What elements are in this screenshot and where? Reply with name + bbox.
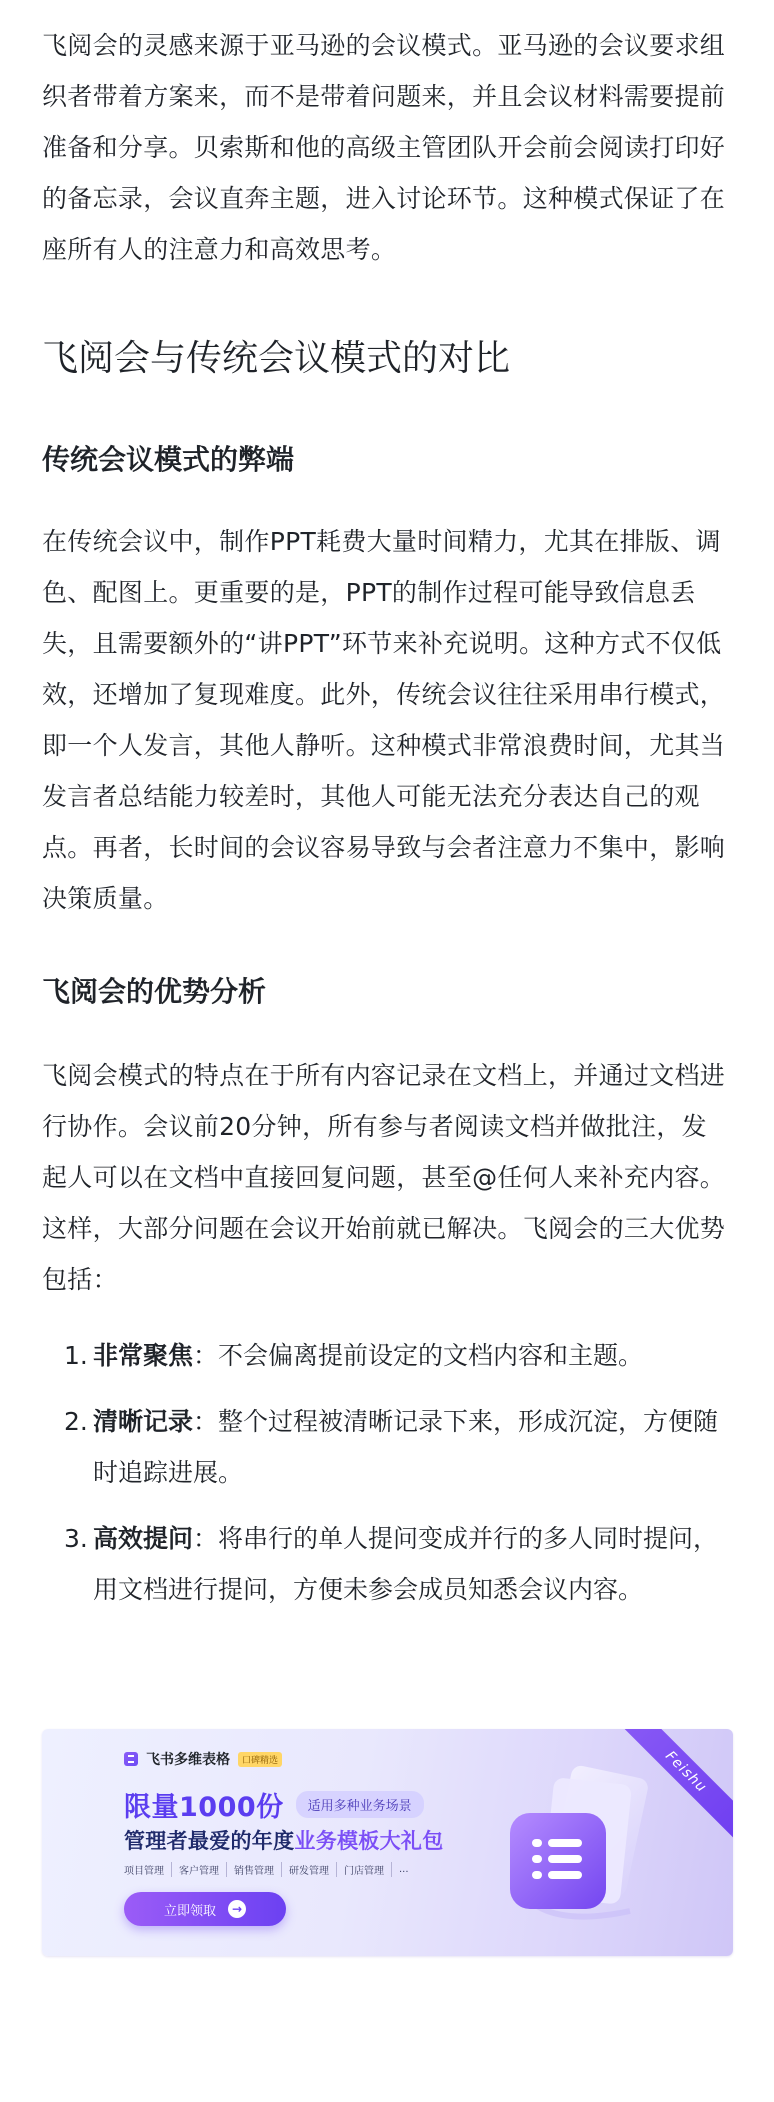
- promo-banner[interactable]: [42, 1729, 733, 1956]
- banner-headline-row: [124, 1785, 424, 1824]
- list-term: 高效提问: [93, 1524, 194, 1553]
- category-item: 门店管理: [337, 1862, 392, 1877]
- banner-brand-name: 飞书多维表格: [146, 1752, 230, 1768]
- claim-now-button[interactable]: [124, 1892, 286, 1926]
- section-title: 飞阅会与传统会议模式的对比: [42, 338, 511, 379]
- list-term: 清晰记录: [93, 1407, 194, 1436]
- list-desc: ：不会偏离提前设定的文档内容和主题。: [193, 1341, 644, 1370]
- intro-paragraph: 飞阅会的灵感来源于亚马逊的会议模式。亚马逊的会议要求组织者带着方案来，而不是带着问题来，并且会议材料需要提前准备和分享。贝索斯和他的高级主管团队开会前会阅读打印好的备忘录，会议直奔主题，进入讨论环节。这种模式保证了在座所有人的注意力和高效思考。: [42, 31, 726, 264]
- drawbacks-paragraph: 在传统会议中，制作PPT耗费大量时间精力，尤其在排版、调色、配图上。更重要的是，PPT的制作过程可能导致信息丢失，且需要额外的“讲PPT”环节来补充说明。这种方式不仅低效，还增加了复现难度。此外，传统会议往往采用串行模式，即一个人发言，其他人静听。这种模式非常浪费时间，尤其当发言者总结能力较差时，其他人可能无法充分表达自己的观点。再者，长时间的会议容易导致与会者注意力不集中，影响决策质量。: [42, 527, 726, 913]
- banner-scene-pill: 适用多种业务场景: [296, 1791, 424, 1818]
- list-term: 非常聚焦: [93, 1341, 194, 1370]
- advantages-paragraph: 飞阅会模式的特点在于所有内容记录在文档上，并通过文档进行协作。会议前20分钟，所有参与者阅读文档并做批注，发起人可以在文档中直接回复问题，甚至@任何人来补充内容。这样，大部分问题在会议开始前就已解决。飞阅会的三大优势包括：: [42, 1061, 726, 1294]
- banner-headline: 限量1000份: [124, 1792, 284, 1823]
- banner-brand: [124, 1749, 282, 1769]
- arrow-right-icon: →: [228, 1900, 246, 1918]
- list-number: 2.: [64, 1407, 88, 1436]
- document-illustration-icon: [490, 1751, 670, 1941]
- category-item: 研发管理: [282, 1862, 337, 1877]
- list-number: 1.: [64, 1341, 88, 1370]
- category-item: 项目管理: [124, 1862, 172, 1877]
- subsection-title-drawbacks: 传统会议模式的弊端: [42, 443, 295, 476]
- category-item: 客户管理: [172, 1862, 227, 1877]
- list-item: [42, 1396, 732, 1498]
- feishu-bitable-logo-icon: [124, 1752, 138, 1766]
- category-item: 销售管理: [227, 1862, 282, 1877]
- list-desc: ：将串行的单人提问变成并行的多人同时提问，用文档进行提问，方便未参会成员知悉会议内容。: [93, 1524, 719, 1604]
- list-desc: ：整个过程被清晰记录下来，形成沉淀，方便随时追踪进展。: [93, 1407, 719, 1487]
- banner-subtitle-accent: 业务模板大礼包: [294, 1829, 444, 1853]
- list-number: 3.: [64, 1524, 88, 1553]
- banner-subtitle: [124, 1825, 444, 1855]
- banner-subtitle-prefix: 管理者最爱的年度: [124, 1829, 295, 1853]
- banner-categories: [124, 1862, 409, 1877]
- feishu-ribbon: Feishu: [610, 1729, 733, 1848]
- category-more: ...: [399, 1864, 409, 1875]
- advantages-list: [42, 1330, 732, 1630]
- banner-tag-badge: 口碑精选: [238, 1752, 282, 1767]
- list-item: [42, 1513, 732, 1615]
- subsection-title-advantages: 飞阅会的优势分析: [42, 975, 267, 1008]
- list-item: [42, 1330, 732, 1381]
- claim-now-label: 立即领取: [163, 1903, 216, 1919]
